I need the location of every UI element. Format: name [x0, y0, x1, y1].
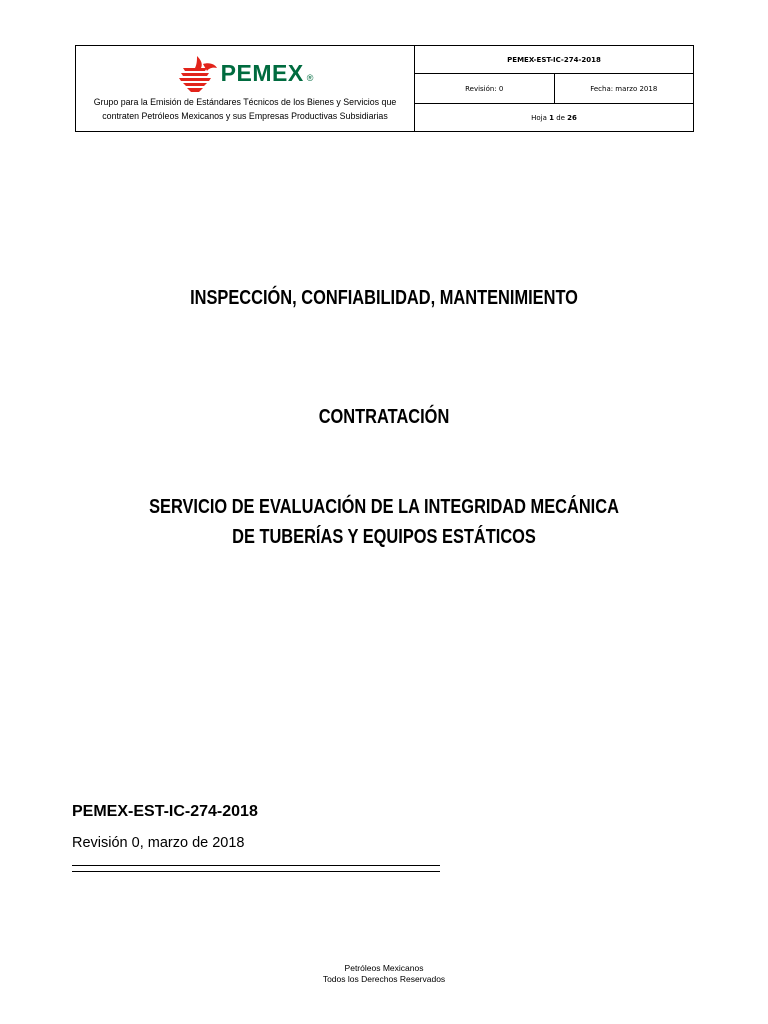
logo-cell [76, 46, 415, 132]
org-line-2: contraten Petróleos Mexicanos y sus Empresas Productivas Subsidiarias [102, 110, 388, 122]
logo-wordmark: PEMEX [220, 60, 304, 86]
double-divider [72, 865, 440, 872]
title-discipline: INSPECCIÓN, CONFIABILIDAD, MANTENIMIENTO [190, 287, 578, 309]
pemex-logo [76, 52, 414, 96]
page-total: 26 [567, 113, 577, 122]
pemex-eagle-icon [177, 54, 219, 94]
header-doc-code: PEMEX-EST-IC-274-2018 [415, 46, 694, 74]
registered-mark: ® [306, 72, 314, 83]
page-number: 1 [549, 113, 554, 122]
title-service [69, 492, 699, 552]
document-code: PEMEX-EST-IC-274-2018 [72, 803, 258, 820]
title-service-line-2: DE TUBERÍAS Y EQUIPOS ESTÁTICOS [232, 526, 536, 548]
title-service-line-1: SERVICIO DE EVALUACIÓN DE LA INTEGRIDAD MECÁNICA [149, 496, 619, 518]
title-category: CONTRATACIÓN [318, 406, 450, 428]
header-revision: Revisión: 0 [415, 74, 555, 104]
org-line-1: Grupo para la Emisión de Estándares Técnicos de los Bienes y Servicios que [93, 96, 397, 108]
page-prefix: Hoja [531, 113, 550, 122]
header-date: Fecha: marzo 2018 [554, 74, 694, 104]
header-table [75, 45, 694, 132]
footer-company: Petróleos Mexicanos [344, 963, 424, 973]
revision-line: Revisión 0, marzo de 2018 [72, 835, 245, 851]
organization-name [90, 96, 401, 128]
page-of: de [553, 113, 568, 122]
footer-rights: Todos los Derechos Reservados [322, 974, 446, 984]
header-page [415, 104, 694, 132]
